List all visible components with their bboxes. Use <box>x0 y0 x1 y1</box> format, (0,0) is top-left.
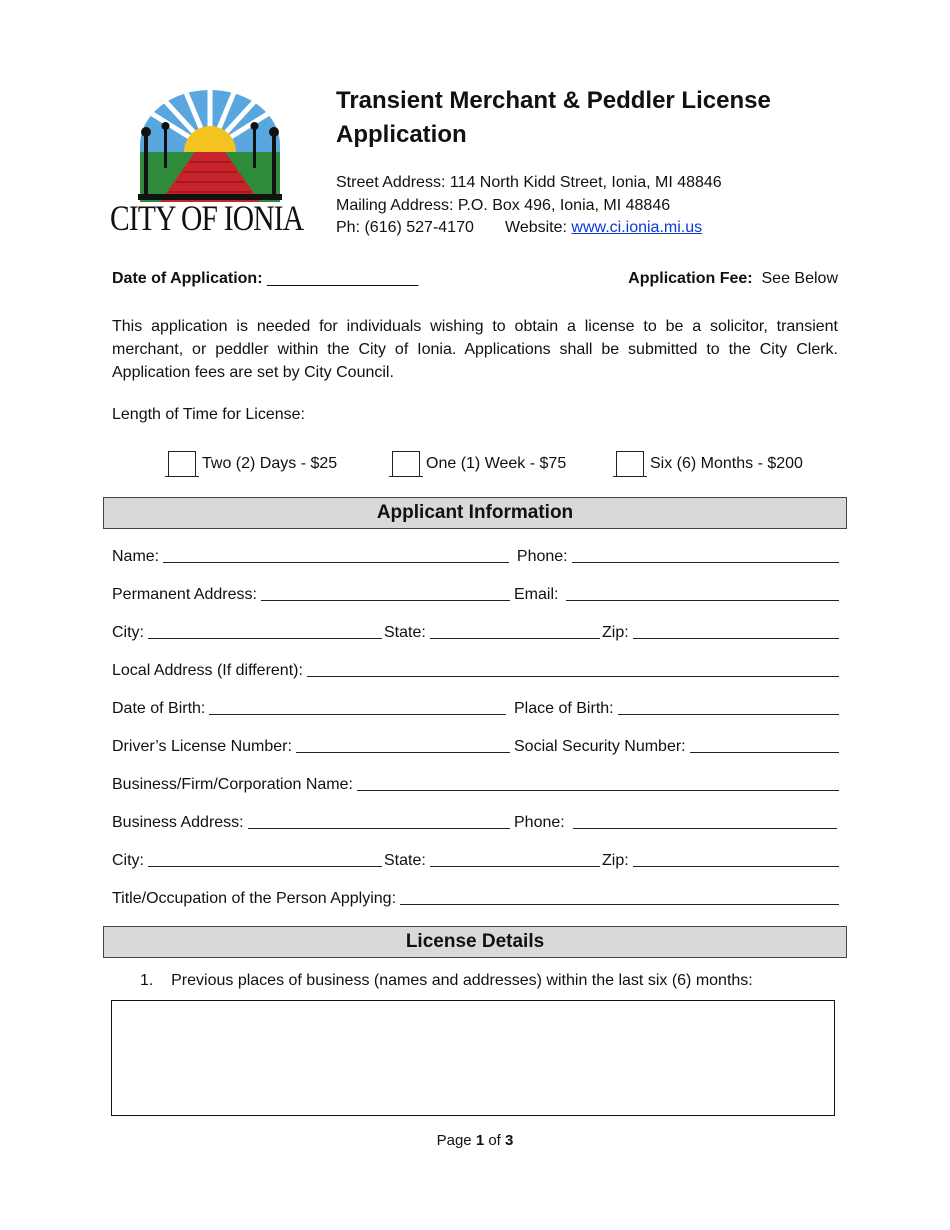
row-name-phone <box>112 544 839 566</box>
ssn-field[interactable]: Social Security Number: <box>514 734 839 756</box>
local-address-field[interactable]: Local Address (If different): <box>112 658 839 680</box>
option-two-days[interactable]: Two (2) Days - $25 <box>168 450 337 478</box>
city-field[interactable]: City: <box>112 620 382 642</box>
street-address: Street Address: 114 North Kidd Street, Ionia, MI 48846 <box>336 174 722 191</box>
row-city-state-zip <box>112 620 839 642</box>
website-label: Website: <box>505 219 567 236</box>
business-name-field[interactable]: Business/Firm/Corporation Name: <box>112 772 839 794</box>
business-city-field[interactable]: City: <box>112 848 382 870</box>
intro-paragraph: This application is needed for individuals wishing to obtain a license to be a solicitor, transient merchant, or peddler within the City of Ionia. Applications shall be submitted to the City Clerk. Application fees are set by City Council. <box>112 318 838 381</box>
section-license-details: License Details <box>103 926 847 958</box>
page-title: Transient Merchant & Peddler License Application <box>336 87 771 148</box>
row-business-name <box>112 772 839 794</box>
logo-text: CITY OF IONIA <box>110 198 304 238</box>
website-link[interactable]: www.ci.ionia.mi.us <box>571 219 703 236</box>
date-of-birth-field[interactable]: Date of Birth: <box>112 696 506 718</box>
name-field[interactable]: Name: <box>112 544 509 566</box>
application-fee: Application Fee: See Below <box>628 270 838 287</box>
title-occupation-field[interactable]: Title/Occupation of the Person Applying: <box>112 886 839 908</box>
business-address-field[interactable]: Business Address: <box>112 810 510 832</box>
city-logo <box>110 90 310 240</box>
permanent-address-field[interactable]: Permanent Address: <box>112 582 510 604</box>
phone-website-line <box>336 217 722 240</box>
row-address-email <box>112 582 839 604</box>
license-item-1: 1. Previous places of business (names and addresses) within the last six (6) months: <box>140 972 753 989</box>
business-zip-field[interactable]: Zip: <box>602 848 839 870</box>
zip-field[interactable]: Zip: <box>602 620 839 642</box>
row-title-occupation <box>112 886 839 908</box>
row-local-address <box>112 658 839 680</box>
section-applicant-information: Applicant Information <box>103 497 847 529</box>
row-birth <box>112 696 839 718</box>
page-footer: Page 1 of 3 <box>436 1132 514 1149</box>
checkbox[interactable] <box>392 451 420 477</box>
phone-number: Ph: (616) 527-4170 <box>336 219 474 236</box>
contact-info <box>336 172 722 240</box>
row-business-address <box>112 810 839 832</box>
length-label: Length of Time for License: <box>112 406 305 423</box>
option-six-months[interactable]: Six (6) Months - $200 <box>616 450 803 478</box>
drivers-license-field[interactable]: Driver’s License Number: <box>112 734 510 756</box>
mailing-address: Mailing Address: P.O. Box 496, Ionia, MI 48846 <box>336 196 671 214</box>
email-field[interactable]: Email: <box>514 582 839 604</box>
date-of-application: Date of Application: _________________ <box>112 270 419 287</box>
previous-places-textbox[interactable] <box>111 1000 835 1116</box>
option-one-week[interactable]: One (1) Week - $75 <box>392 450 566 478</box>
business-phone-field[interactable]: Phone: <box>514 810 837 832</box>
row-city-state-zip-2 <box>112 848 839 870</box>
date-line[interactable]: _________________ <box>266 270 419 287</box>
checkbox[interactable] <box>616 451 644 477</box>
city-logo-graphic <box>110 90 310 202</box>
place-of-birth-field[interactable]: Place of Birth: <box>514 696 839 718</box>
row-ids <box>112 734 839 756</box>
phone-field[interactable]: Phone: <box>517 544 839 566</box>
state-field[interactable]: State: <box>384 620 600 642</box>
date-fee-row <box>112 270 838 288</box>
business-state-field[interactable]: State: <box>384 848 600 870</box>
checkbox[interactable] <box>168 451 196 477</box>
